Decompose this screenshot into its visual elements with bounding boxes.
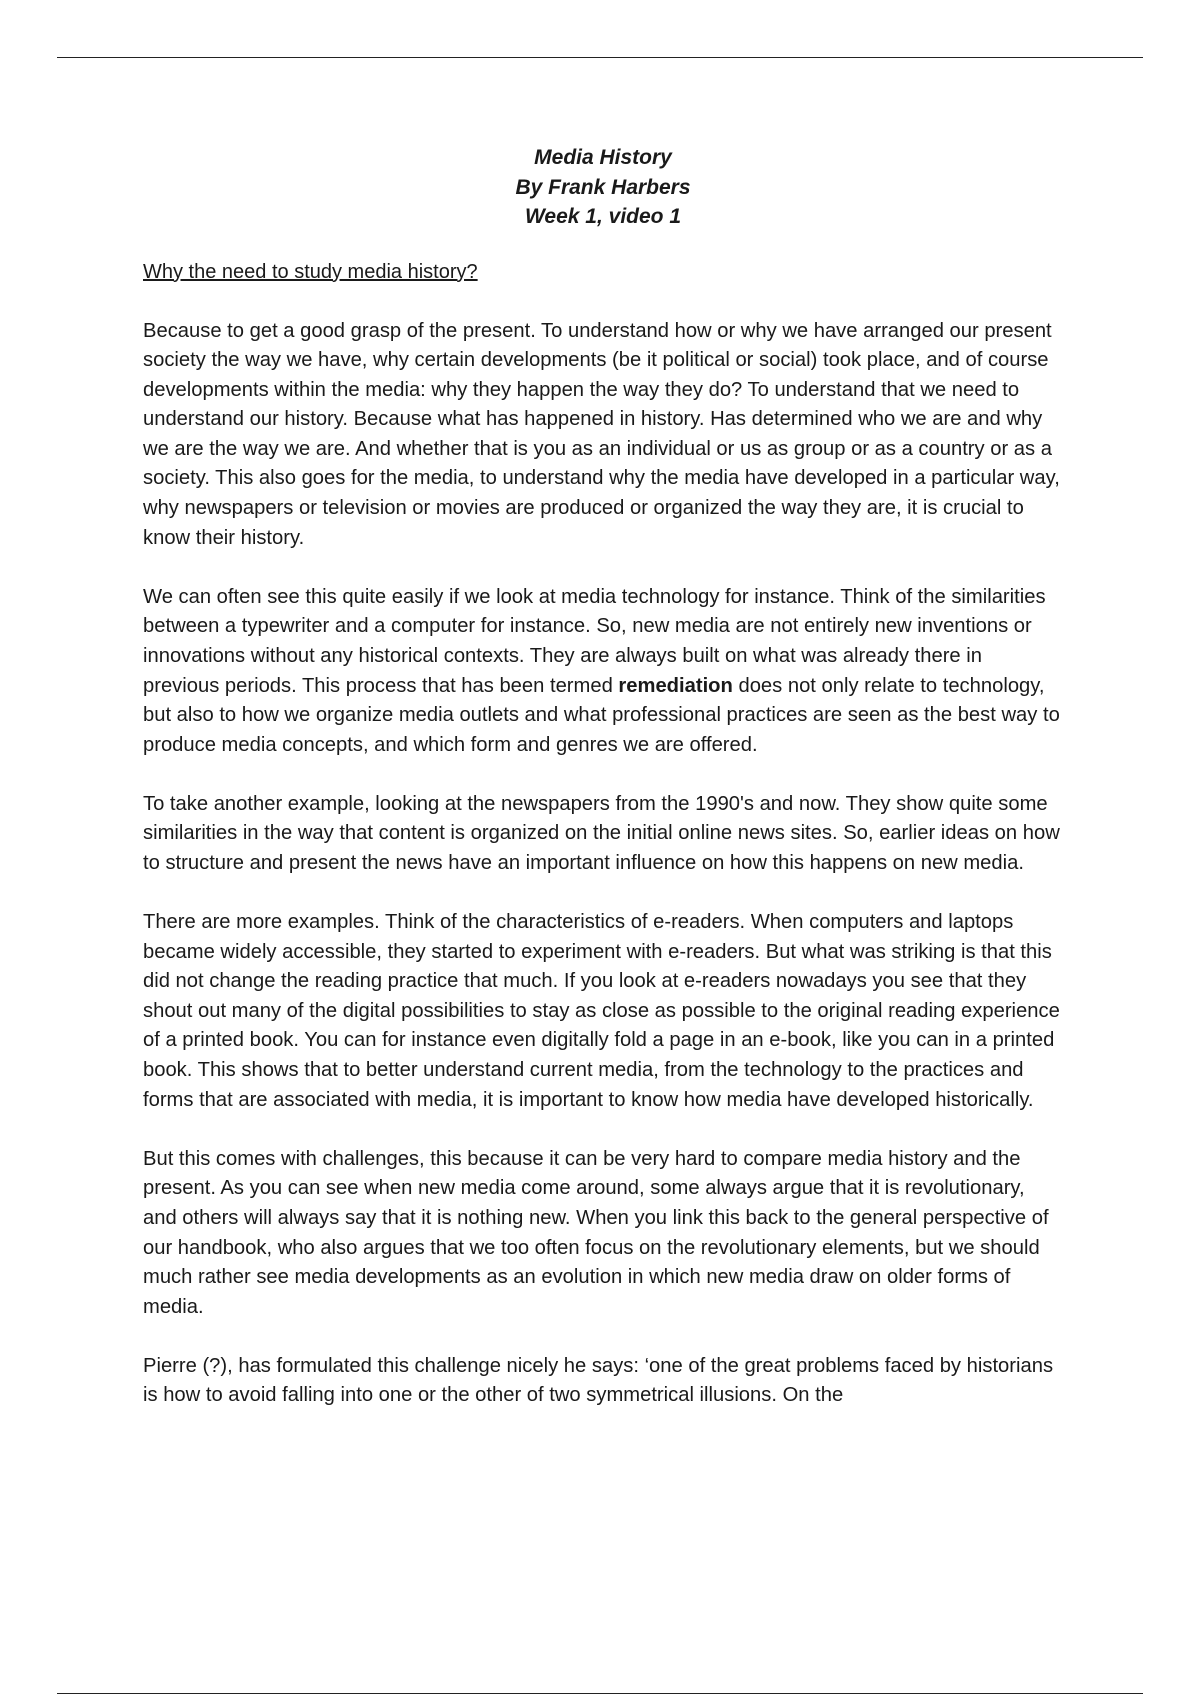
paragraph-2-text-after: does not only relate to technology, but also to how we organize media outlets and what professional practices are seen as the best way to produce media concepts, and which form and genres we are offered. xyxy=(143,674,1060,756)
title-block xyxy=(143,143,1063,232)
document-episode: Week 1, video 1 xyxy=(524,205,682,228)
paragraph-6: Pierre (?), has formulated this challenge nicely he says: ‘one of the great problems faced by historians is how to avoid falling into one or the other of two symmetrical illusions. On the xyxy=(143,1354,1054,1407)
section-heading: Why the need to study media history? xyxy=(143,260,478,283)
paragraph-2-text-before: We can often see this quite easily if we look at media technology for instance. Think of the similarities between a typewriter and a computer for instance. So, new media are not entirely new inventions or innovations without any historical contexts. They are always built on what was already there in previous periods. This process that has been termed xyxy=(143,585,1046,697)
document-author: By Frank Harbers xyxy=(515,175,691,199)
document-page xyxy=(143,143,1063,1411)
paragraph-2 xyxy=(143,583,1063,761)
document-title: Media History xyxy=(534,146,672,169)
footer-rule xyxy=(57,1693,1143,1694)
header-rule xyxy=(57,57,1143,58)
paragraph-1: Because to get a good grasp of the present. To understand how or why we have arranged our present society the way we have, why certain developments (be it political or social) took place, and of course developments within the media: why they happen the way they do? To understand that we need to understand our history. Because what has happened in history. Has determined who we are and why we are the way we are. And whether that is you as an individual or us as group or as a country or as a society. This also goes for the media, to understand why the media have developed in a particular way, why newspapers or television or movies are produced or organized the way they are, it is crucial to know their history. xyxy=(143,319,1060,549)
paragraph-3: To take another example, looking at the newspapers from the 1990's and now. They show quite some similarities in the way that content is organized on the initial online news sites. So, earlier ideas on how to structure and present the news have an important influence on how this happens on new media. xyxy=(143,792,1060,874)
paragraph-4: There are more examples. Think of the characteristics of e-readers. When computers and laptops became widely accessible, they started to experiment with e-readers. But what was striking is that this did not change the reading practice that much. If you look at e-readers nowadays you see that they shout out many of the digital possibilities to stay as close as possible to the original reading experience of a printed book. You can for instance even digitally fold a page in an e-book, like you can in a printed book. This shows that to better understand current media, from the technology to the practices and forms that are associated with media, it is important to know how media have developed historically. xyxy=(143,911,1060,1111)
remediation-term: remediation xyxy=(618,674,733,697)
paragraph-5: But this comes with challenges, this because it can be very hard to compare media history and the present. As you can see when new media come around, some always argue that it is revolutionary, and others will always say that it is nothing new. When you link this back to the general perspective of our handbook, who also argues that we too often focus on the revolutionary elements, but we should much rather see media developments as an evolution in which new media draw on older forms of media. xyxy=(143,1147,1049,1318)
